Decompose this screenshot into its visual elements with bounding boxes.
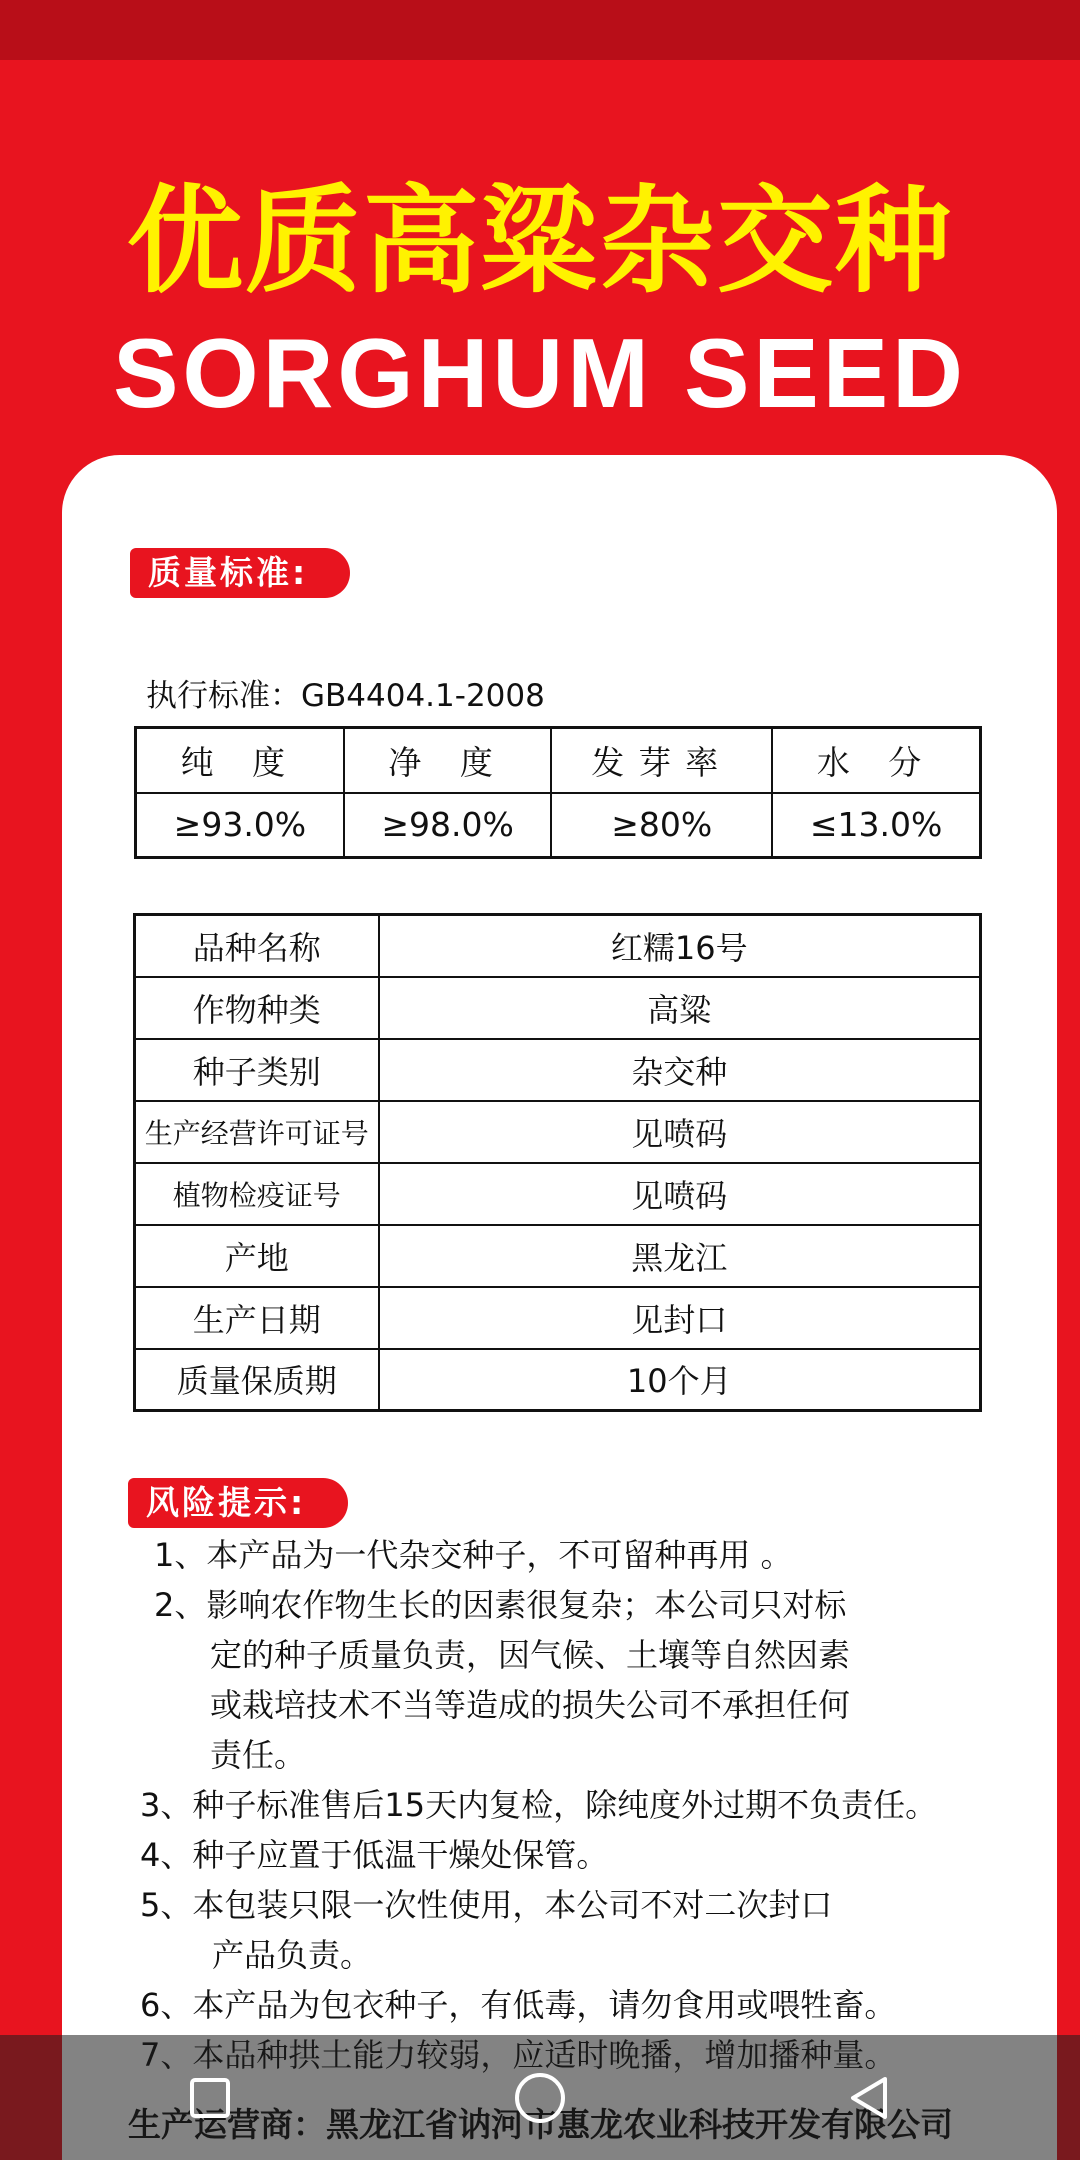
risk-number: 6、 xyxy=(140,1986,193,2024)
quality-section-label: 质量标准: xyxy=(130,548,350,598)
risk-text: 本包装只限一次性使用，本公司不对二次封口 xyxy=(192,1886,833,1924)
square-icon xyxy=(188,2076,232,2120)
info-key: 质量保质期 xyxy=(135,1349,379,1411)
product-title-cn: 优质高粱杂交种 xyxy=(127,174,953,309)
risk-number: 1、 xyxy=(154,1536,207,1574)
back-triangle-icon xyxy=(845,2073,895,2123)
quality-value-row xyxy=(136,793,981,858)
info-key: 生产经营许可证号 xyxy=(135,1101,379,1163)
product-info-table xyxy=(133,913,982,1412)
quality-value-cell: ≥80% xyxy=(551,793,772,858)
list-item xyxy=(128,1980,1048,2030)
info-key: 种子类别 xyxy=(135,1039,379,1101)
risk-text: 本产品为一代杂交种子，不可留种再用 。 xyxy=(206,1536,793,1574)
quality-table xyxy=(134,726,982,859)
table-row xyxy=(135,1225,981,1287)
list-item xyxy=(128,1880,1048,1980)
risk-number: 4、 xyxy=(140,1836,193,1874)
quality-header-row xyxy=(136,728,981,793)
info-value: 见喷码 xyxy=(379,1163,981,1225)
risk-list xyxy=(128,1530,1048,2080)
list-item xyxy=(128,1580,1048,1780)
quality-value-cell: ≥98.0% xyxy=(344,793,552,858)
table-row xyxy=(135,1163,981,1225)
info-value: 见封口 xyxy=(379,1287,981,1349)
table-row xyxy=(135,1101,981,1163)
table-row xyxy=(135,915,981,977)
info-value: 10个月 xyxy=(379,1349,981,1411)
quality-header-cell: 纯 度 xyxy=(136,728,344,793)
table-row xyxy=(135,1349,981,1411)
risk-text: 或栽培技术不当等造成的损失公司不承担任何 xyxy=(210,1686,851,1724)
table-row xyxy=(135,977,981,1039)
recent-apps-button[interactable] xyxy=(170,2058,250,2138)
info-value: 高粱 xyxy=(379,977,981,1039)
quality-value-cell: ≤13.0% xyxy=(772,793,980,858)
risk-text: 本产品为包衣种子，有低毒，请勿食用或喂牲畜。 xyxy=(192,1986,897,2024)
info-value: 黑龙江 xyxy=(379,1225,981,1287)
circle-icon xyxy=(512,2070,568,2126)
list-item xyxy=(128,1780,1048,1830)
risk-number: 2、 xyxy=(154,1586,207,1624)
table-row xyxy=(135,1287,981,1349)
info-value: 杂交种 xyxy=(379,1039,981,1101)
product-title-en: SORGHUM SEED xyxy=(113,318,967,428)
info-key: 品种名称 xyxy=(135,915,379,977)
risk-text: 种子标准售后15天内复检，除纯度外过期不负责任。 xyxy=(192,1786,938,1824)
risk-number: 5、 xyxy=(140,1886,193,1924)
quality-header-cell: 发芽率 xyxy=(551,728,772,793)
quality-value-cell: ≥93.0% xyxy=(136,793,344,858)
list-item xyxy=(128,1830,1048,1880)
info-value: 红糯16号 xyxy=(379,915,981,977)
home-button[interactable] xyxy=(500,2058,580,2138)
info-key: 作物种类 xyxy=(135,977,379,1039)
quality-header-cell: 净 度 xyxy=(344,728,552,793)
list-item xyxy=(128,1530,1048,1580)
standard-line: 执行标准：GB4404.1-2008 xyxy=(146,678,545,714)
quality-header-cell: 水 分 xyxy=(772,728,980,793)
table-row xyxy=(135,1039,981,1101)
risk-text: 产品负责。 xyxy=(212,1936,373,1974)
info-key: 产地 xyxy=(135,1225,379,1287)
risk-text: 责任。 xyxy=(210,1736,307,1774)
risk-text: 影响农作物生长的因素很复杂；本公司只对标 xyxy=(206,1586,847,1624)
risk-number: 3、 xyxy=(140,1786,193,1824)
info-key: 生产日期 xyxy=(135,1287,379,1349)
risk-text: 种子应置于低温干燥处保管。 xyxy=(192,1836,609,1874)
info-key: 植物检疫证号 xyxy=(135,1163,379,1225)
top-band xyxy=(0,0,1080,60)
risk-section-label: 风险提示: xyxy=(128,1478,348,1528)
info-value: 见喷码 xyxy=(379,1101,981,1163)
back-button[interactable] xyxy=(830,2058,910,2138)
risk-text: 定的种子质量负责，因气候、土壤等自然因素 xyxy=(210,1636,851,1674)
